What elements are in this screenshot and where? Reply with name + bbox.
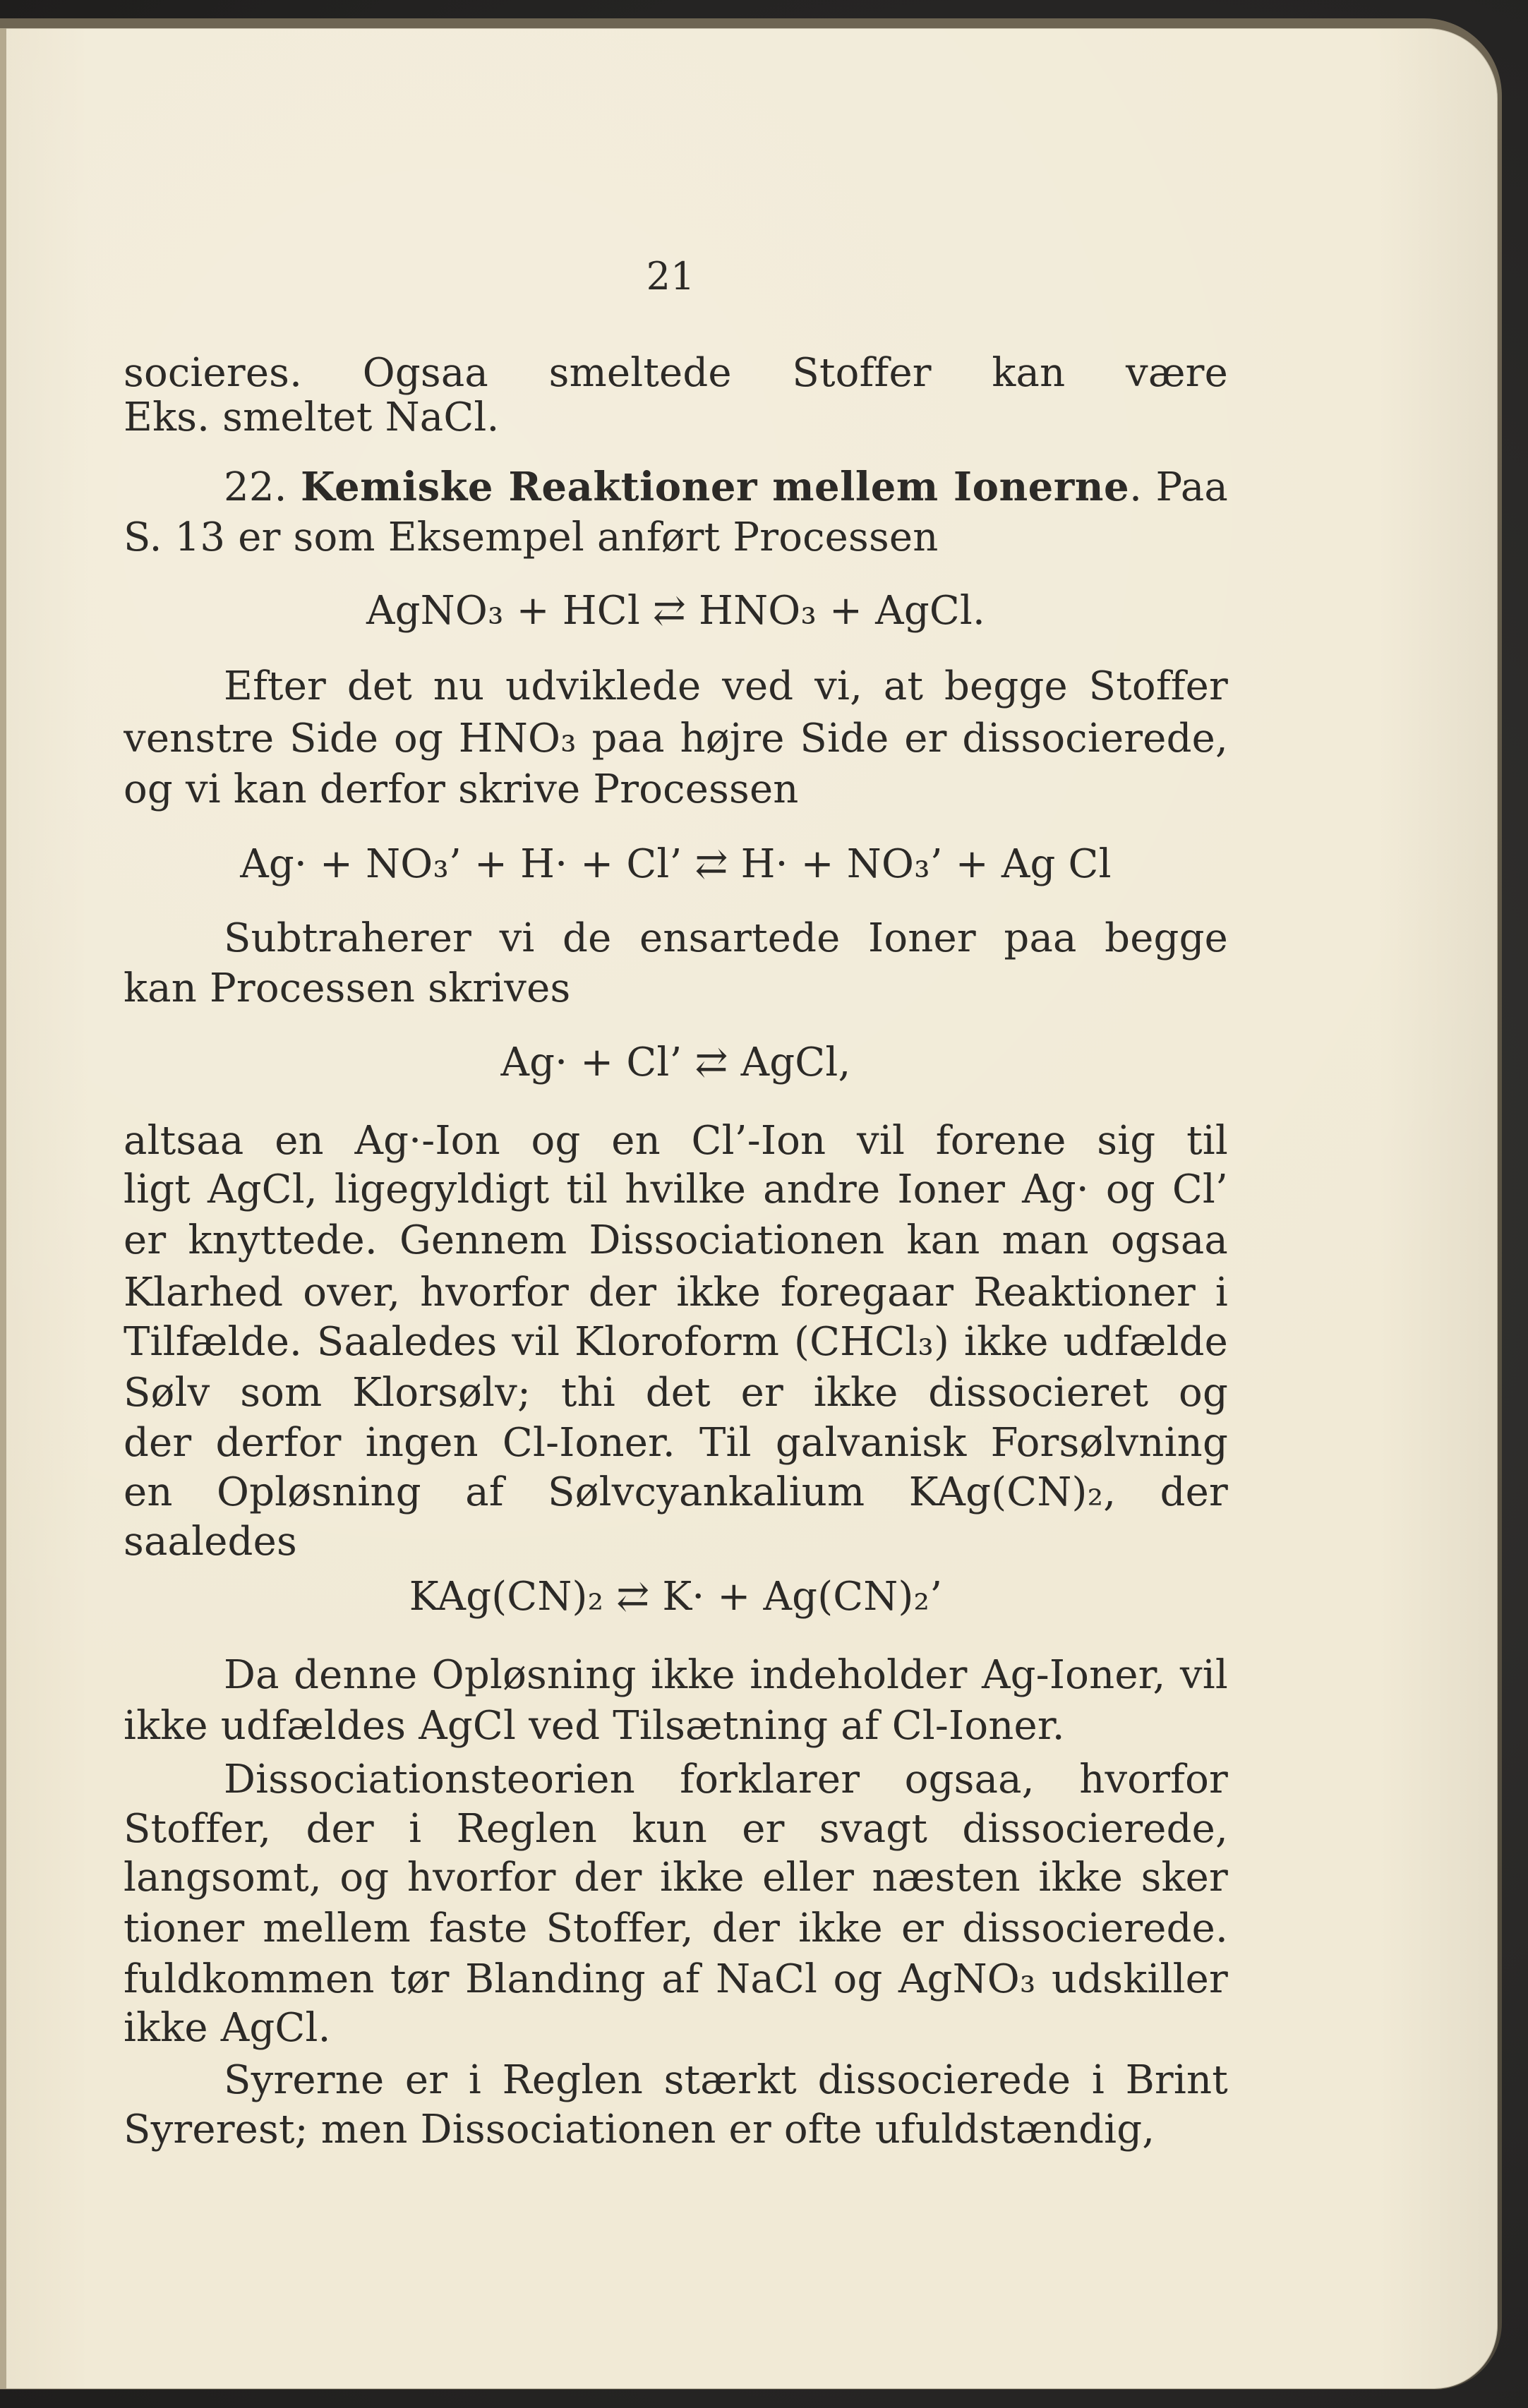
text-line: ikke udfældes AgCl ved Tilsætning af Cl-Ioner. [124, 1703, 1065, 1749]
text-line: Stoffer, der i Reglen kun er svagt dissocierede, [124, 1806, 1228, 1852]
heading-trailing-text: . Paa [1129, 464, 1228, 510]
page-number: 21 [646, 254, 695, 299]
chemical-equation: Ag· + NO₃’ + H· + Cl’ ⇄ H· + NO₃’ + Ag Cl [240, 841, 1112, 887]
text-line: langsomt, og hvorfor der ikke eller næsten ikke sker [124, 1855, 1228, 1901]
text-line: Sølv som Klorsølv; thi det er ikke dissocieret og [124, 1370, 1228, 1416]
chemical-equation: Ag· + Cl’ ⇄ AgCl, [500, 1040, 851, 1085]
text-line: fuldkommen tør Blanding af NaCl og AgNO₃ udskiller [124, 1956, 1228, 2002]
text-line: ikke AgCl. [124, 2005, 331, 2051]
text-line: Dissociationsteorien forklarer ogsaa, hvorfor [224, 1757, 1228, 1802]
text-line: venstre Side og HNO₃ paa højre Side er dissocierede, [124, 716, 1228, 761]
section-number: 22. [224, 464, 287, 510]
section-heading: Kemiske Reaktioner mellem Ionerne [301, 464, 1130, 510]
page-gutter-shadow [0, 28, 6, 2389]
text-line: en Opløsning af Sølvcyankalium KAg(CN)₂, der [124, 1469, 1228, 1515]
text-line: og vi kan derfor skrive Processen [124, 766, 799, 812]
text-line: saaledes [124, 1519, 297, 1565]
text-line: ligt AgCl, ligegyldigt til hvilke andre Ioner Ag· og Cl’ [124, 1167, 1228, 1212]
text-line: kan Processen skrives [124, 965, 571, 1011]
text-line: er knyttede. Gennem Dissociationen kan man ogsaa [124, 1217, 1228, 1263]
chemical-equation: AgNO₃ + HCl ⇄ HNO₃ + AgCl. [366, 588, 986, 634]
text-line: socieres. Ogsaa smeltede Stoffer kan være [124, 350, 1228, 396]
text-line: der derfor ingen Cl-Ioner. Til galvanisk Forsølvning [124, 1420, 1228, 1466]
text-line: Eks. smeltet NaCl. [124, 395, 500, 440]
text-line: Syrerest; men Dissociationen er ofte ufuldstændig, [124, 2107, 1155, 2153]
section-heading-line [124, 464, 1228, 510]
text-line: Klarhed over, hvorfor der ikke foregaar Reaktioner i [124, 1270, 1228, 1316]
text-line: tioner mellem faste Stoffer, der ikke er dissocierede. [124, 1906, 1228, 1951]
chemical-equation: KAg(CN)₂ ⇄ K· + Ag(CN)₂’ [409, 1574, 943, 1620]
text-line: Efter det nu udviklede ved vi, at begge Stoffer [224, 663, 1228, 709]
text-line: Subtraherer vi de ensartede Ioner paa begge [224, 915, 1228, 961]
text-line: Tilfælde. Saaledes vil Kloroform (CHCl₃) ikke udfælde [124, 1319, 1228, 1365]
text-line: altsaa en Ag·-Ion og en Cl’-Ion vil forene sig til [124, 1118, 1228, 1164]
text-line: Da denne Opløsning ikke indeholder Ag-Ioner, vil [224, 1652, 1228, 1698]
text-line: S. 13 er som Eksempel anført Processen [124, 514, 939, 560]
text-line: Syrerne er i Reglen stærkt dissocierede i Brint [224, 2057, 1228, 2103]
